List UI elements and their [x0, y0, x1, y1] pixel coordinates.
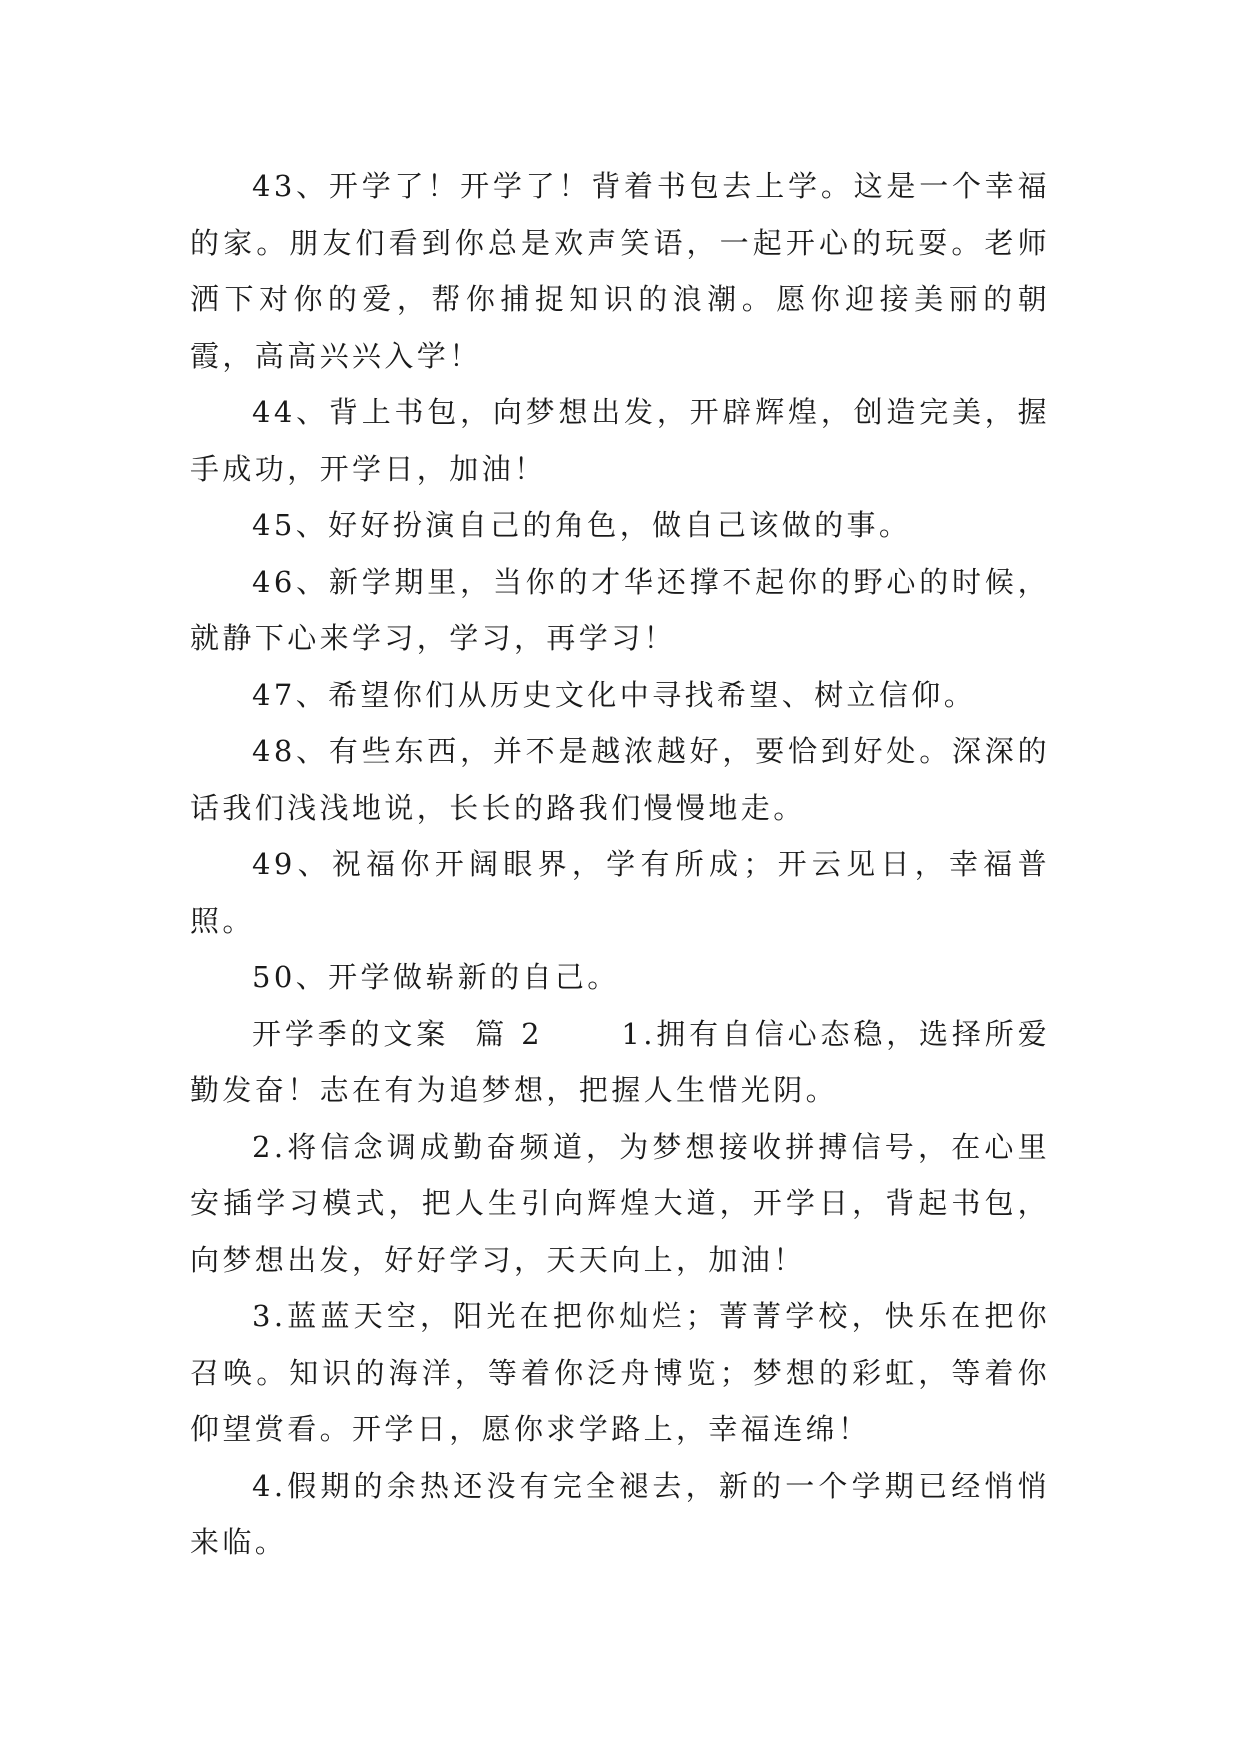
paragraph-3: 3.蓝蓝天空，阳光在把你灿烂；菁菁学校，快乐在把你召唤。知识的海洋，等着你泛舟博览；梦想的彩虹，等着你仰望赏看。开学日，愿你求学路上，幸福连绵！ — [190, 1299, 1050, 1446]
paragraph-2: 2.将信念调成勤奋频道，为梦想接收拼搏信号，在心里安插学习模式，把人生引向辉煌大道，开学日，背起书包，向梦想出发，好好学习，天天向上，加油！ — [190, 1129, 1050, 1277]
paragraph-47: 47、希望你们从历史文化中寻找希望、树立信仰。 — [252, 677, 977, 712]
paragraph-50: 50、开学做崭新的自己。 — [252, 960, 620, 994]
paragraph-49: 49、祝福你开阔眼界，学有所成；开云见日，幸福普照。 — [190, 847, 1050, 938]
document-body — [190, 158, 1050, 1571]
paragraph-4: 4.假期的余热还没有完全褪去，新的一个学期已经悄悄来临。 — [190, 1468, 1050, 1559]
paragraph-43: 43、开学了！开学了！背着书包去上学。这是一个幸福的家。朋友们看到你总是欢声笑语，一起开心的玩耍。老师洒下对你的爱，帮你捕捉知识的浪潮。愿你迎接美丽的朝霞，高高兴兴入学！ — [190, 169, 1050, 373]
paragraph-44: 44、背上书包，向梦想出发，开辟辉煌，创造完美，握手成功，开学日，加油！ — [190, 395, 1050, 486]
section-heading-paragraph: 开学季的文案 篇 2 1.拥有自信心态稳，选择所爱勤发奋！志在有为追梦想，把握人生惜光阴。 — [190, 1016, 1050, 1107]
paragraph-46: 46、新学期里，当你的才华还撑不起你的野心的时候，就静下心来学习，学习，再学习！ — [190, 564, 1050, 655]
paragraph-48: 48、有些东西，并不是越浓越好，要恰到好处。深深的话我们浅浅地说，长长的路我们慢慢地走。 — [190, 734, 1050, 825]
paragraph-45: 45、好好扮演自己的角色，做自己该做的事。 — [252, 508, 912, 542]
